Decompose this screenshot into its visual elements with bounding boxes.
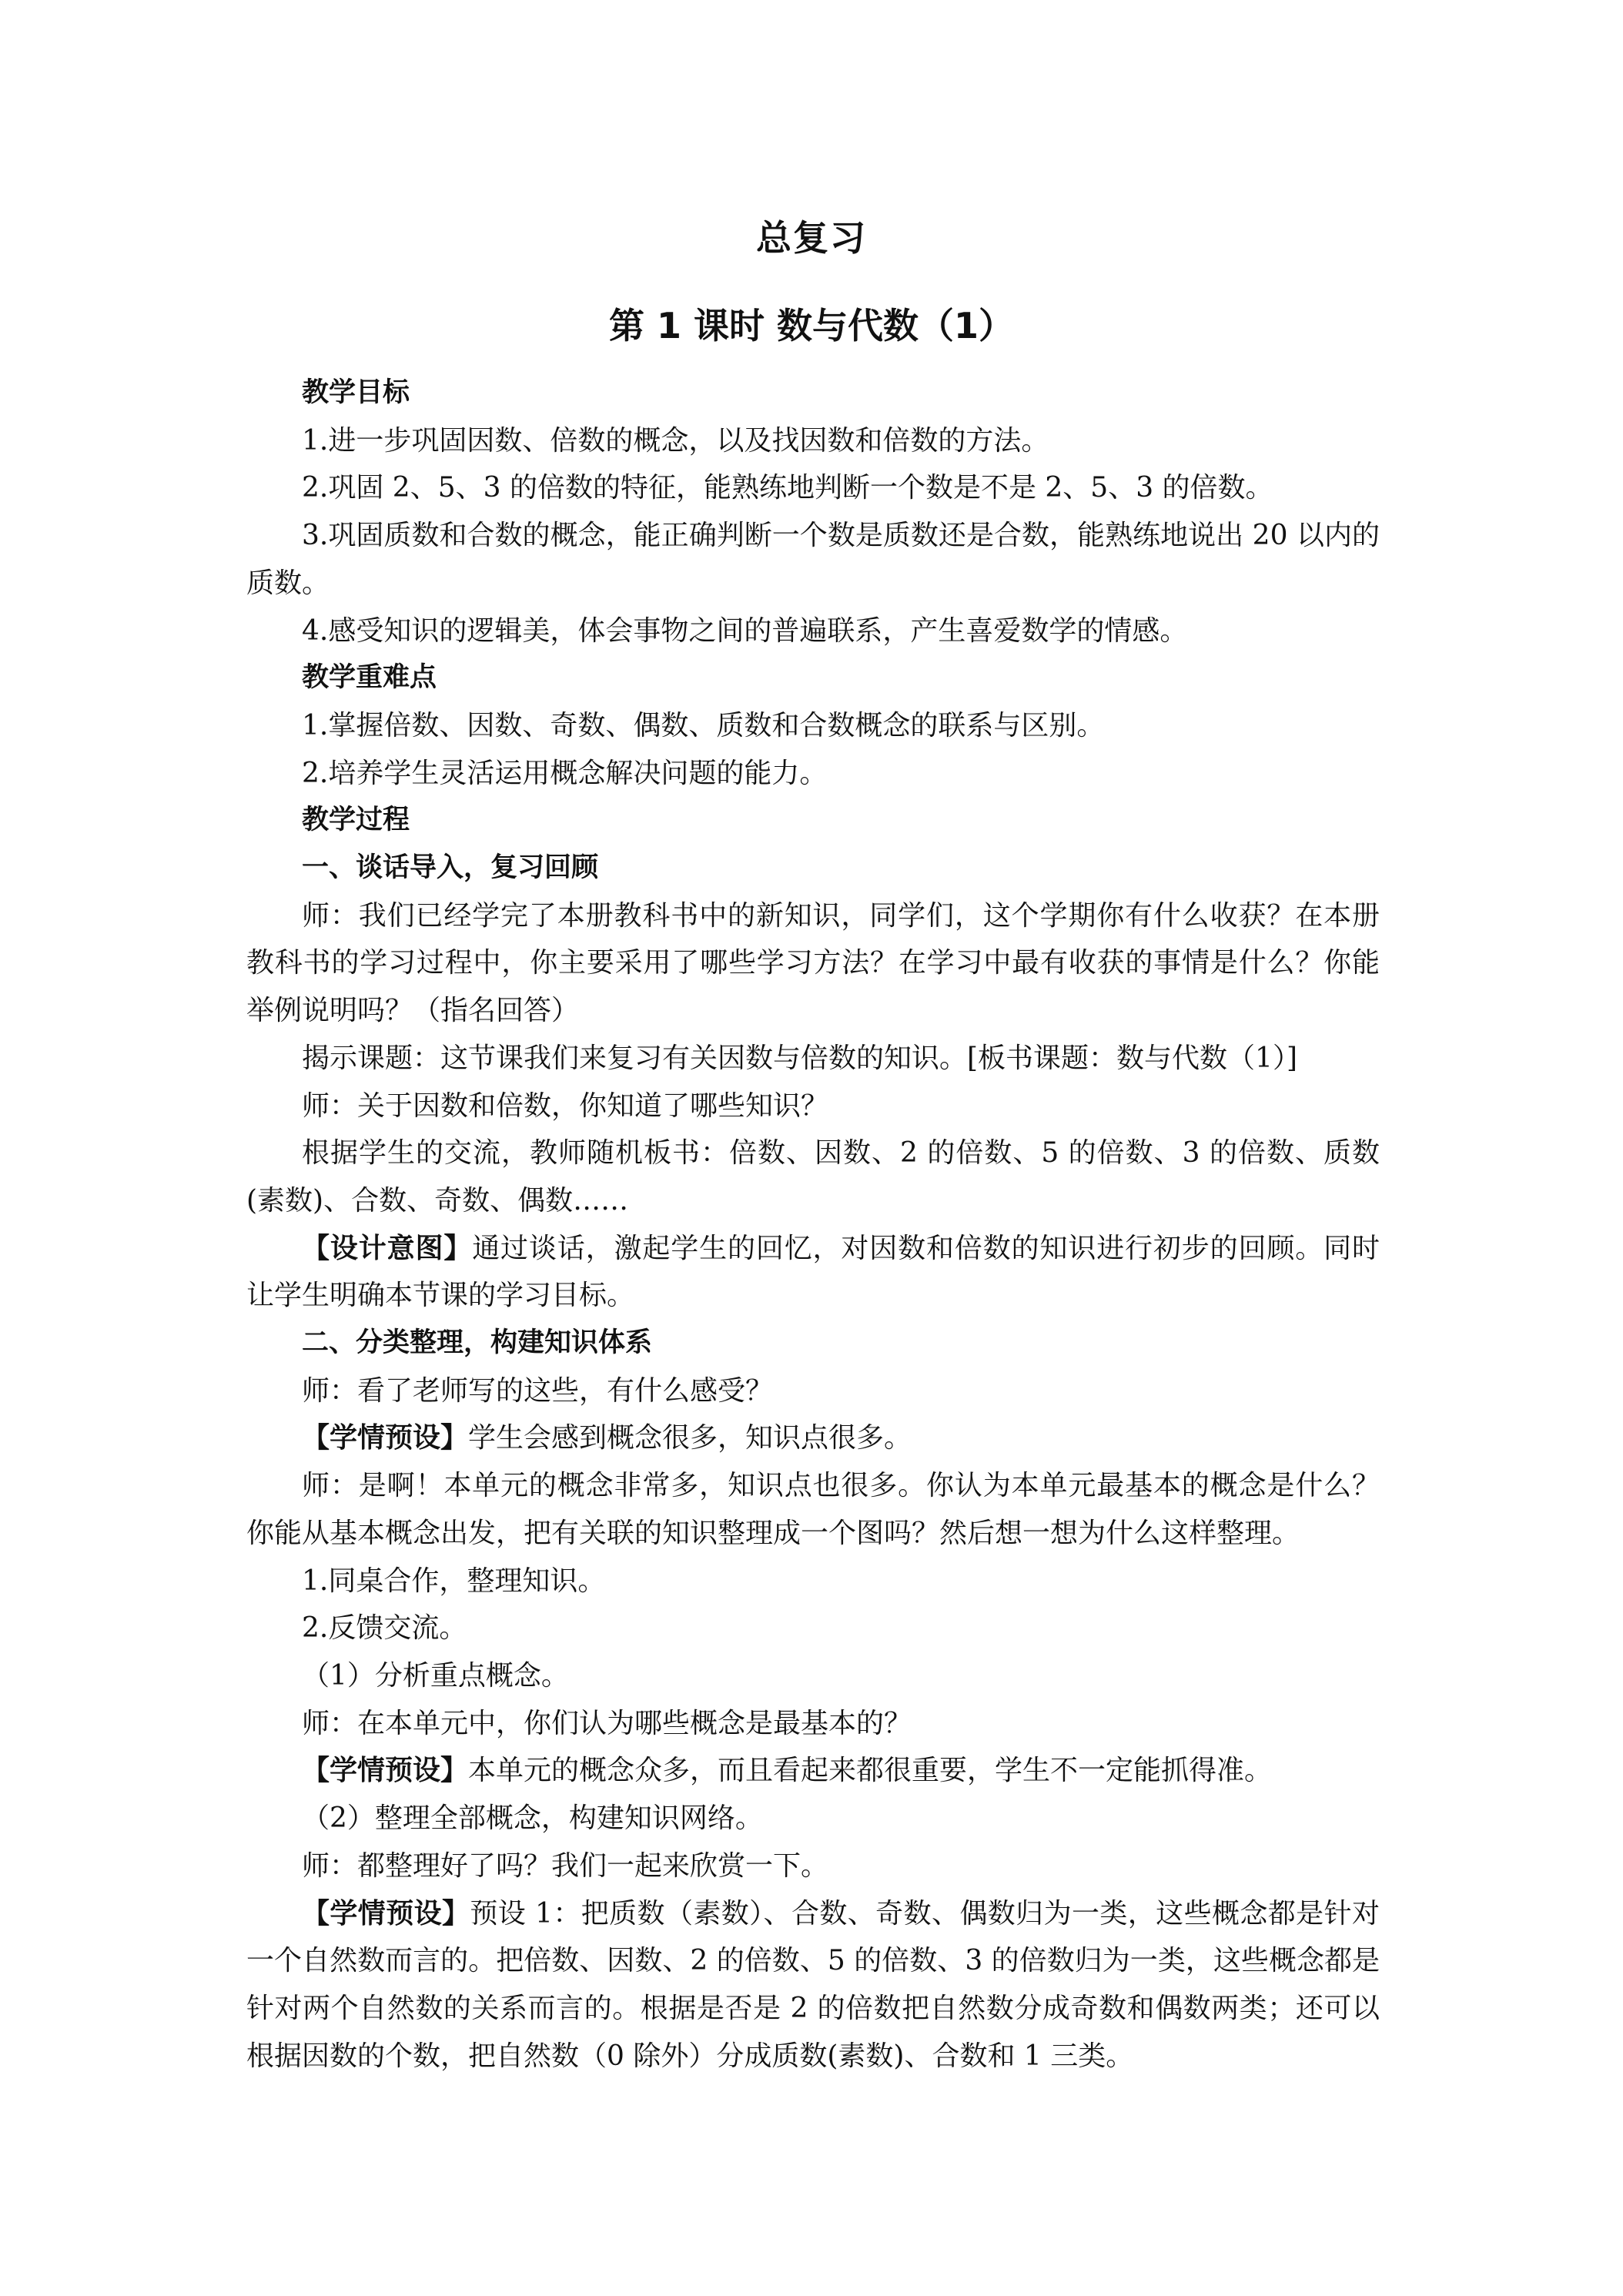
objectives-heading: 教学目标 [302, 377, 410, 408]
objective-item: 3.巩固质数和合数的概念，能正确判断一个数是质数还是合数，能熟练地说出 20 以内的质数。 [246, 520, 1380, 599]
paragraph: 2.反馈交流。 [302, 1612, 467, 1645]
objective-item: 2.巩固 2、5、3 的倍数的特征，能熟练地判断一个数是不是 2、5、3 的倍数。 [302, 472, 1273, 504]
key-points-heading: 教学重难点 [302, 662, 437, 694]
objective-item: 4.感受知识的逻辑美，体会事物之间的普遍联系，产生喜爱数学的情感。 [302, 614, 1188, 647]
presume-text: 预设 1：把质数（素数）、合数、奇数、偶数归为一类，这些概念都是针对一个自然数而言的。把倍数、因数、2 的倍数、5 的倍数、3 的倍数归为一类，这些概念都是针对两个自然数的关系而言的。根据是否是 2 的倍数把自然数分成奇数和偶数两类；还可以根据因数的个数，把自然数（0 除外）分成质数(素数)、合数和 1 三类。 [246, 1897, 1380, 2072]
part2-heading: 二、分类整理，构建知识体系 [302, 1327, 653, 1359]
paragraph: 1.同桌合作，整理知识。 [302, 1565, 606, 1597]
paragraph: 师：是啊！本单元的概念非常多，知识点也很多。你认为本单元最基本的概念是什么？你能从基本概念出发，把有关联的知识整理成一个图吗？然后想一想为什么这样整理。 [246, 1470, 1380, 1549]
paragraph: 师：都整理好了吗？我们一起来欣赏一下。 [302, 1849, 829, 1882]
presume-paragraph [246, 1890, 1380, 2080]
design-intent-tag: 【设计意图】 [302, 1232, 473, 1264]
key-point-item: 2.培养学生灵活运用概念解决问题的能力。 [302, 757, 828, 789]
paragraph: 师：在本单元中，你们认为哪些概念是最基本的？ [302, 1707, 912, 1739]
presume-text: 本单元的概念众多，而且看起来都很重要，学生不一定能抓得准。 [468, 1755, 1273, 1787]
document-body [246, 370, 1380, 2080]
paragraph: 师：关于因数和倍数，你知道了哪些知识？ [302, 1089, 829, 1122]
objective-item: 1.进一步巩固因数、倍数的概念，以及找因数和倍数的方法。 [302, 424, 1049, 457]
design-intent-paragraph [246, 1225, 1380, 1320]
presume-tag: 【学情预设】 [302, 1897, 470, 1930]
key-point-item: 1.掌握倍数、因数、奇数、偶数、质数和合数概念的联系与区别。 [302, 709, 1105, 741]
paragraph: 根据学生的交流，教师随机板书：倍数、因数、2 的倍数、5 的倍数、3 的倍数、质数(素数)、合数、奇数、偶数…… [246, 1137, 1380, 1217]
lesson-subtitle: 第 1 课时 数与代数（1） [608, 305, 1015, 346]
document-title: 总复习 [756, 217, 867, 259]
design-intent-text: 通过谈话，激起学生的回忆，对因数和倍数的知识进行初步的回顾。同时让学生明确本节课的学习目标。 [246, 1232, 1380, 1312]
process-heading: 教学过程 [302, 805, 410, 836]
presume-paragraph [246, 1414, 1380, 1462]
paragraph: 师：我们已经学完了本册教科书中的新知识，同学们，这个学期你有什么收获？在本册教科书的学习过程中，你主要采用了哪些学习方法？在学习中最有收获的事情是什么？你能举例说明吗？（指名回答） [246, 899, 1380, 1027]
part1-heading: 一、谈话导入，复习回顾 [302, 852, 599, 884]
presume-paragraph [246, 1747, 1380, 1795]
paragraph: （2）整理全部概念，构建知识网络。 [302, 1802, 763, 1835]
paragraph: 揭示课题：这节课我们来复习有关因数与倍数的知识。[板书课题：数与代数（1）] [302, 1042, 1297, 1074]
presume-tag: 【学情预设】 [302, 1422, 469, 1454]
paragraph: （1）分析重点概念。 [302, 1659, 569, 1692]
presume-tag: 【学情预设】 [302, 1755, 469, 1787]
presume-text: 学生会感到概念很多，知识点很多。 [468, 1422, 912, 1454]
paragraph: 师：看了老师写的这些，有什么感受？ [302, 1374, 774, 1407]
